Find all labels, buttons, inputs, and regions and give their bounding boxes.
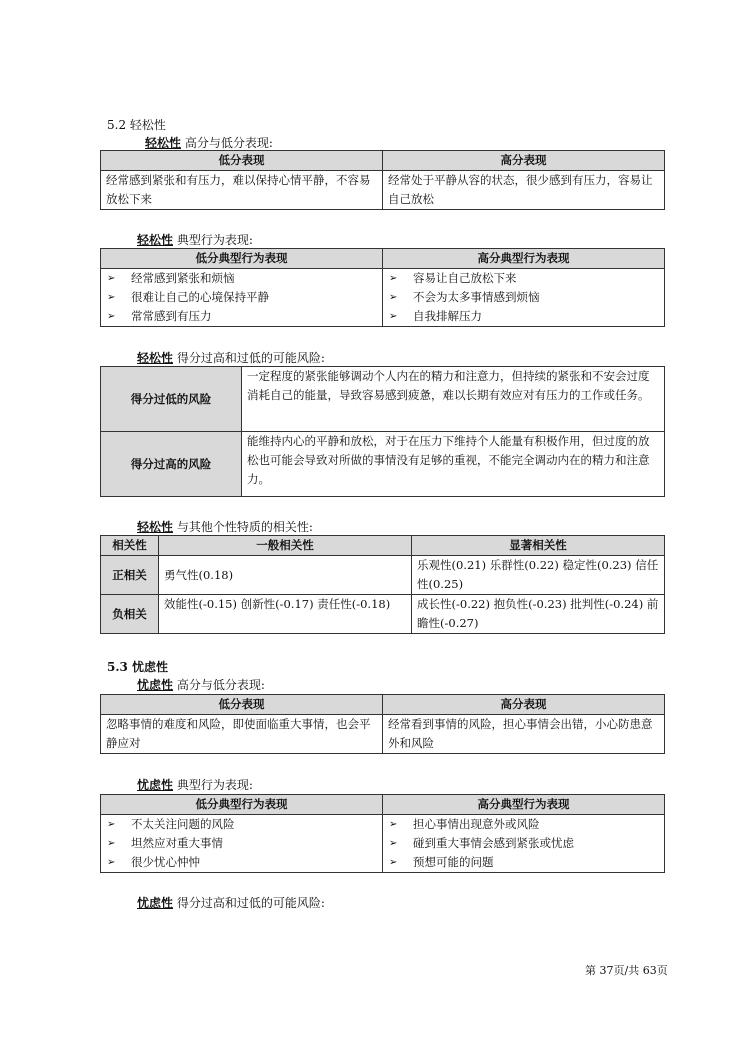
- low-behavior-header: 低分典型行为表现: [101, 795, 383, 815]
- positive-significant: 乐观性(0.21) 乐群性(0.22) 稳定性(0.23) 信任性(0.25): [412, 556, 665, 595]
- list-item: ➢ 担心事情出现意外或风险: [387, 815, 659, 834]
- positive-general: 勇气性(0.18): [159, 556, 412, 595]
- subheading-behavior: [137, 776, 253, 793]
- subheading-risk: [137, 894, 325, 911]
- correlation-header: 相关性: [101, 536, 159, 556]
- behavior-table-5-3: [100, 794, 665, 873]
- trait-name: 忧虑性: [137, 896, 174, 910]
- subheading-text: 高分与低分表现:: [184, 136, 273, 150]
- high-text: 经常处于平静从容的状态，很少感到有压力，容易让自己放松: [383, 171, 665, 210]
- high-low-table-5-2: [100, 150, 665, 210]
- list-item: ➢ 容易让自己放松下来: [387, 269, 659, 288]
- subheading-high-low: [137, 676, 265, 693]
- low-risk-text: 一定程度的紧张能够调动个人内在的精力和注意力，但持续的紧张和不安会过度消耗自己的能量，导致容易感到疲惫，难以长期有效应对有压力的工作或任务。: [242, 367, 665, 432]
- list-item: ➢ 常常感到有压力: [105, 307, 377, 326]
- negative-label: 负相关: [101, 595, 159, 634]
- low-text: 忽略事情的难度和风险，即使面临重大事情，也会平静应对: [101, 715, 383, 754]
- correlation-table-5-2: [100, 535, 665, 634]
- high-text: 经常看到事情的风险，担心事情会出错，小心防患意外和风险: [383, 715, 665, 754]
- trait-name: 轻松性: [137, 233, 174, 247]
- subheading-text: 得分过高和过低的可能风险:: [176, 351, 325, 365]
- high-header: 高分表现: [383, 151, 665, 171]
- section-title-5-3: 5.3 忧虑性: [107, 660, 169, 674]
- high-behavior-header: 高分典型行为表现: [383, 249, 665, 269]
- list-item: ➢ 很难让自己的心境保持平静: [105, 288, 377, 307]
- high-header: 高分表现: [383, 695, 665, 715]
- subheading-text: 得分过高和过低的可能风险:: [176, 896, 325, 910]
- subheading-risk: [137, 349, 325, 366]
- trait-name: 轻松性: [145, 136, 182, 150]
- high-risk-text: 能维持内心的平静和放松，对于在压力下维持个人能量有积极作用，但过度的放松也可能会导致对所做的事情没有足够的重视，不能完全调动内在的精力和注意力。: [242, 432, 665, 497]
- list-item: ➢ 很少忧心忡忡: [105, 853, 377, 872]
- subheading-text: 与其他个性特质的相关性:: [176, 520, 313, 534]
- subheading-text: 典型行为表现:: [176, 233, 253, 247]
- high-behavior-list: [387, 815, 659, 872]
- list-item: ➢ 不太关注问题的风险: [105, 815, 377, 834]
- subheading-text: 典型行为表现:: [176, 778, 253, 792]
- subheading-correlation: [137, 518, 313, 535]
- low-text: 经常感到紧张和有压力，难以保持心情平静，不容易放松下来: [101, 171, 383, 210]
- page-number: 第 37页/共 63页: [585, 964, 668, 977]
- list-item: ➢ 自我排解压力: [387, 307, 659, 326]
- low-header: 低分表现: [101, 695, 383, 715]
- subheading-high-low: [145, 134, 273, 151]
- low-behavior-header: 低分典型行为表现: [101, 249, 383, 269]
- subheading-behavior: [137, 231, 253, 248]
- low-behavior-list: [105, 815, 377, 872]
- high-risk-label: 得分过高的风险: [101, 432, 242, 497]
- high-low-table-5-3: [100, 694, 665, 754]
- trait-name: 忧虑性: [137, 778, 174, 792]
- high-behavior-header: 高分典型行为表现: [383, 795, 665, 815]
- negative-general: 效能性(-0.15) 创新性(-0.17) 责任性(-0.18): [159, 595, 412, 634]
- low-header: 低分表现: [101, 151, 383, 171]
- low-behavior-list: [105, 269, 377, 326]
- list-item: ➢ 预想可能的问题: [387, 853, 659, 872]
- trait-name: 忧虑性: [137, 678, 174, 692]
- behavior-table-5-2: [100, 248, 665, 327]
- list-item: ➢ 碰到重大事情会感到紧张或忧虑: [387, 834, 659, 853]
- negative-significant: 成长性(-0.22) 抱负性(-0.23) 批判性(-0.24) 前瞻性(-0.27): [412, 595, 665, 634]
- list-item: ➢ 经常感到紧张和烦恼: [105, 269, 377, 288]
- low-risk-label: 得分过低的风险: [101, 367, 242, 432]
- subheading-text: 高分与低分表现:: [176, 678, 265, 692]
- positive-label: 正相关: [101, 556, 159, 595]
- list-item: ➢ 坦然应对重大事情: [105, 834, 377, 853]
- trait-name: 轻松性: [137, 351, 174, 365]
- trait-name: 轻松性: [137, 520, 174, 534]
- risk-table-5-2: [100, 366, 665, 497]
- significant-header: 显著相关性: [412, 536, 665, 556]
- general-header: 一般相关性: [159, 536, 412, 556]
- high-behavior-list: [387, 269, 659, 326]
- section-title-5-2: 5.2 轻松性: [107, 118, 166, 132]
- list-item: ➢ 不会为太多事情感到烦恼: [387, 288, 659, 307]
